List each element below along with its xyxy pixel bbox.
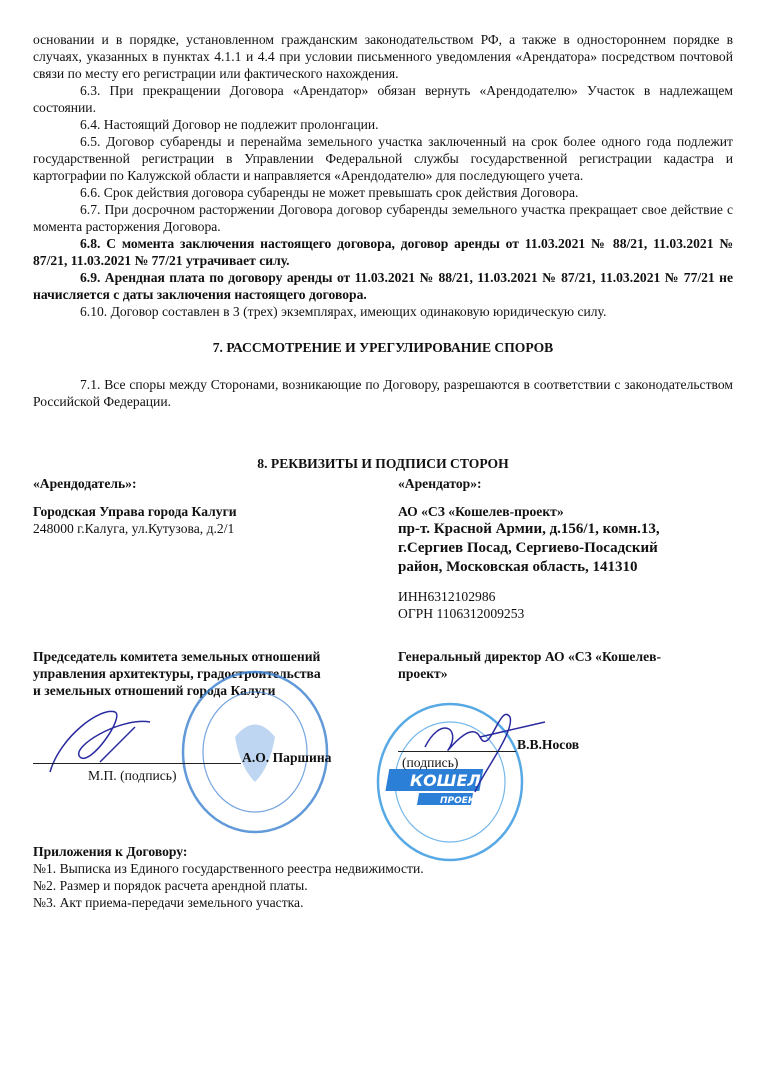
appendix-item: №1. Выписка из Единого государственного реестра недвижимости. — [33, 861, 424, 876]
clause-7-1: 7.1. Все споры между Сторонами, возникающие по Договору, разрешаются в соответствии с законодательством Российской Федерации. — [33, 377, 733, 409]
lessee-address — [398, 520, 733, 577]
lessor-name: Городская Управа города Калуги — [33, 504, 237, 519]
lessor-address: 248000 г.Калуга, ул.Кутузова, д.2/1 — [33, 521, 235, 536]
position-line: Генеральный директор АО «СЗ «Кошелев- — [398, 649, 661, 664]
clause-6-4: 6.4. Настоящий Договор не подлежит пролонгации. — [80, 117, 379, 132]
section-7-heading: 7. РАССМОТРЕНИЕ И УРЕГУЛИРОВАНИЕ СПОРОВ — [212, 340, 554, 355]
clause-6-5: 6.5. Договор субаренды и перенайма земельного участка заключенный на срок более одного года подлежит государственной регистрации в Управлении Федеральной службы государственной регистрации кадастра и картографии по Калужской области и направляется «Арендодателю» для последующего учета. — [33, 134, 733, 183]
lessee-name: АО «СЗ «Кошелев-проект» — [398, 504, 564, 519]
position-line: проект» — [398, 666, 448, 681]
position-line: Председатель комитета земельных отношений — [33, 649, 321, 664]
party-labels-row — [33, 475, 733, 492]
address-line: пр-т. Красной Армии, д.156/1, комн.13, — [398, 521, 660, 537]
clause-6-2-continued: основании и в порядке, установленном гражданским законодательством РФ, а также в одностороннем порядке в случаях, указанных в пунктах 4.1.1 и 4.4 при условии письменного уведомления «Арендатора» посредством почтовой связи по месту его регистрации или фактического нахождения. — [33, 32, 733, 81]
lessee-ogrn: ОГРН 1106312009253 — [398, 606, 525, 621]
clause-6-7: 6.7. При досрочном расторжении Договора договор субаренды земельного участка прекращает свое действие с момента расторжения Договора. — [33, 202, 733, 234]
position-line: и земельных отношений города Калуги — [33, 683, 276, 698]
appendix-item: №3. Акт приема-передачи земельного участка. — [33, 895, 304, 910]
clause-6-6: 6.6. Срок действия договора субаренды не может превышать срок действия Договора. — [80, 185, 579, 200]
lessor-signature-line — [33, 763, 241, 764]
address-line: г.Сергиев Посад, Сергиево-Посадский — [398, 540, 658, 556]
lessee-signature-line — [398, 751, 516, 752]
stamp-logo-text: КОШЕЛЕВ — [410, 771, 504, 790]
lessee-inn: ИНН6312102986 — [398, 589, 496, 604]
lessee-position — [398, 648, 733, 699]
lessee-details — [398, 503, 733, 622]
lessor-label: «Арендодатель»: — [33, 476, 137, 491]
stamp-logo-sub: ПРОЕКТ — [440, 796, 482, 806]
lessor-signer: А.О. Паршина — [242, 750, 332, 765]
appendices-title: Приложения к Договору: — [33, 844, 188, 859]
lessee-label: «Арендатор»: — [398, 476, 482, 491]
lessee-sign-caption: (подпись) — [402, 755, 459, 770]
appendix-item: №2. Размер и порядок расчета арендной платы. — [33, 878, 308, 893]
lessee-signer: В.В.Носов — [517, 737, 580, 752]
party-details-row — [33, 503, 733, 622]
section-8-heading: 8. РЕКВИЗИТЫ И ПОДПИСИ СТОРОН — [257, 456, 509, 471]
address-line: район, Московская область, 141310 — [398, 559, 638, 575]
clause-6-8: 6.8. С момента заключения настоящего договора, договор аренды от 11.03.2021 № 88/21, 11.03.2021 № 87/21, 11.03.2021 № 77/21 утрачивает силу. — [33, 236, 733, 268]
lessor-signature-icon — [40, 697, 170, 777]
signatures-area — [33, 699, 733, 839]
document-page — [33, 31, 733, 911]
clause-6-9: 6.9. Арендная плата по договору аренды от 11.03.2021 № 88/21, 11.03.2021 № 87/21, 11.03.2021 № 77/21 не начисляется с даты заключения настоящего договора. — [33, 270, 733, 302]
lessor-details — [33, 503, 398, 622]
position-line: управления архитектуры, градостроительства — [33, 666, 321, 681]
clause-6-3: 6.3. При прекращении Договора «Арендатор» обязан вернуть «Арендодателю» Участок в надлежащем состоянии. — [33, 83, 733, 115]
positions-row — [33, 648, 733, 699]
lessor-sign-caption: М.П. (подпись) — [88, 768, 177, 783]
clause-6-10: 6.10. Договор составлен в 3 (трех) экземплярах, имеющих одинаковую юридическую силу. — [80, 304, 607, 319]
